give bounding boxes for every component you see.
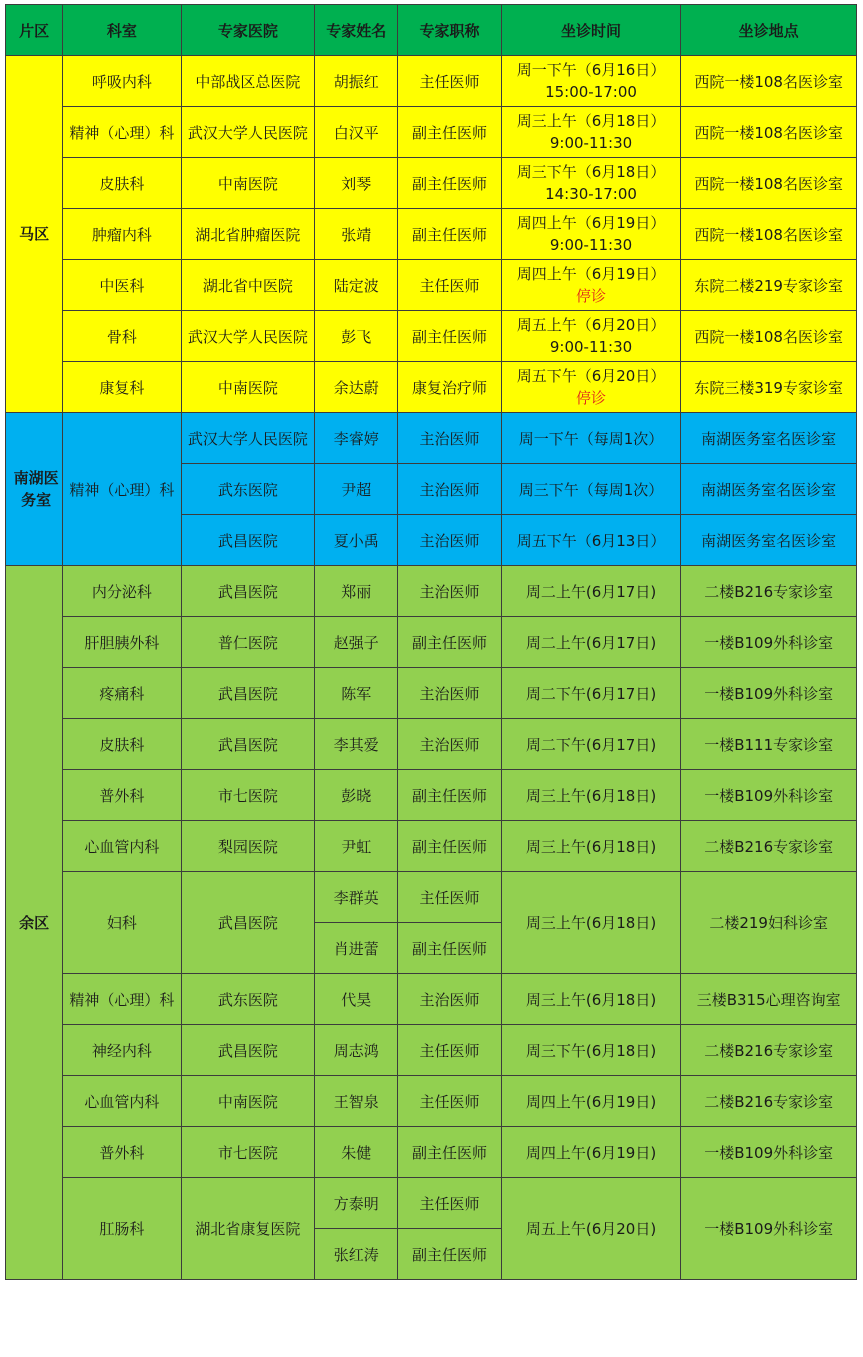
dept-cell: 内分泌科 bbox=[63, 566, 181, 617]
time-cell bbox=[501, 362, 681, 413]
location-cell: 南湖医务室名医诊室 bbox=[681, 464, 857, 515]
table-row bbox=[6, 617, 857, 668]
location-cell: 二楼B216专家诊室 bbox=[681, 1025, 857, 1076]
time-day: 周五上午（6月20日） bbox=[516, 316, 666, 334]
hospital-cell: 武东医院 bbox=[181, 974, 314, 1025]
hospital-cell: 市七医院 bbox=[181, 1127, 314, 1178]
time-day: 周五下午（6月20日） bbox=[516, 367, 666, 385]
time-range: 15:00-17:00 bbox=[545, 83, 637, 101]
doctor-name-cell: 白汉平 bbox=[315, 107, 398, 158]
header-cell: 专家姓名 bbox=[315, 5, 398, 56]
location-cell: 二楼B216专家诊室 bbox=[681, 821, 857, 872]
area-cell: 余区 bbox=[6, 566, 63, 1280]
table-row bbox=[6, 872, 857, 923]
time-cell bbox=[501, 56, 681, 107]
doctor-name-cell: 尹超 bbox=[315, 464, 398, 515]
doctor-name-cell: 李其爱 bbox=[315, 719, 398, 770]
doctor-title-cell: 主任医师 bbox=[398, 1025, 501, 1076]
hospital-cell: 武东医院 bbox=[181, 464, 314, 515]
hospital-cell: 湖北省肿瘤医院 bbox=[181, 209, 314, 260]
doctor-name-cell: 李睿婷 bbox=[315, 413, 398, 464]
table-row bbox=[6, 668, 857, 719]
doctor-name-cell: 方泰明 bbox=[315, 1178, 398, 1229]
doctor-name-cell: 张红涛 bbox=[315, 1229, 398, 1280]
doctor-name-cell: 胡振红 bbox=[315, 56, 398, 107]
doctor-title-cell: 副主任医师 bbox=[398, 770, 501, 821]
hospital-cell: 中南医院 bbox=[181, 1076, 314, 1127]
time-cell: 周二下午(6月17日) bbox=[501, 719, 681, 770]
doctor-title-cell: 康复治疗师 bbox=[398, 362, 501, 413]
doctor-name-cell: 彭飞 bbox=[315, 311, 398, 362]
time-day: 周一下午（6月16日） bbox=[516, 61, 666, 79]
time-cell: 周三上午(6月18日) bbox=[501, 821, 681, 872]
dept-cell: 肿瘤内科 bbox=[63, 209, 181, 260]
location-cell: 二楼219妇科诊室 bbox=[681, 872, 857, 974]
doctor-name-cell: 李群英 bbox=[315, 872, 398, 923]
dept-cell: 心血管内科 bbox=[63, 1076, 181, 1127]
location-cell: 一楼B111专家诊室 bbox=[681, 719, 857, 770]
time-cell: 周三下午(6月18日) bbox=[501, 1025, 681, 1076]
table-row bbox=[6, 1076, 857, 1127]
header-cell: 坐诊时间 bbox=[501, 5, 681, 56]
hospital-cell: 湖北省中医院 bbox=[181, 260, 314, 311]
doctor-title-cell: 主治医师 bbox=[398, 413, 501, 464]
time-day: 周四上午（6月19日） bbox=[516, 265, 666, 283]
time-cell: 周二上午(6月17日) bbox=[501, 617, 681, 668]
doctor-name-cell: 尹虹 bbox=[315, 821, 398, 872]
dept-cell: 普外科 bbox=[63, 770, 181, 821]
time-day: 周三下午（6月18日） bbox=[516, 163, 666, 181]
table-row bbox=[6, 770, 857, 821]
dept-cell: 骨科 bbox=[63, 311, 181, 362]
location-cell: 西院一楼108名医诊室 bbox=[681, 311, 857, 362]
hospital-cell: 武昌医院 bbox=[181, 515, 314, 566]
location-cell: 三楼B315心理咨询室 bbox=[681, 974, 857, 1025]
header-row bbox=[6, 5, 857, 56]
table-row bbox=[6, 209, 857, 260]
hospital-cell: 武昌医院 bbox=[181, 566, 314, 617]
table-row bbox=[6, 56, 857, 107]
table-row bbox=[6, 1127, 857, 1178]
table-row bbox=[6, 311, 857, 362]
hospital-cell: 武昌医院 bbox=[181, 872, 314, 974]
doctor-name-cell: 郑丽 bbox=[315, 566, 398, 617]
header-cell: 专家职称 bbox=[398, 5, 501, 56]
doctor-name-cell: 周志鸿 bbox=[315, 1025, 398, 1076]
table-row bbox=[6, 107, 857, 158]
dept-cell: 康复科 bbox=[63, 362, 181, 413]
location-cell: 一楼B109外科诊室 bbox=[681, 668, 857, 719]
location-cell: 南湖医务室名医诊室 bbox=[681, 515, 857, 566]
time-cell: 周三上午(6月18日) bbox=[501, 974, 681, 1025]
dept-cell: 精神（心理）科 bbox=[63, 974, 181, 1025]
hospital-cell: 普仁医院 bbox=[181, 617, 314, 668]
time-range: 9:00-11:30 bbox=[549, 338, 633, 356]
doctor-name-cell: 朱健 bbox=[315, 1127, 398, 1178]
doctor-title-cell: 主任医师 bbox=[398, 56, 501, 107]
doctor-title-cell: 副主任医师 bbox=[398, 107, 501, 158]
location-cell: 一楼B109外科诊室 bbox=[681, 617, 857, 668]
table-row bbox=[6, 821, 857, 872]
table-row bbox=[6, 1025, 857, 1076]
doctor-title-cell: 主任医师 bbox=[398, 872, 501, 923]
table-row bbox=[6, 413, 857, 464]
table-row bbox=[6, 362, 857, 413]
time-cell bbox=[501, 209, 681, 260]
table-row bbox=[6, 1178, 857, 1229]
dept-cell: 肝胆胰外科 bbox=[63, 617, 181, 668]
dept-cell: 呼吸内科 bbox=[63, 56, 181, 107]
location-cell: 一楼B109外科诊室 bbox=[681, 1127, 857, 1178]
location-cell: 西院一楼108名医诊室 bbox=[681, 158, 857, 209]
doctor-name-cell: 肖进蕾 bbox=[315, 923, 398, 974]
location-cell: 二楼B216专家诊室 bbox=[681, 566, 857, 617]
doctor-title-cell: 主任医师 bbox=[398, 260, 501, 311]
hospital-cell: 武昌医院 bbox=[181, 719, 314, 770]
location-cell: 西院一楼108名医诊室 bbox=[681, 56, 857, 107]
doctor-name-cell: 夏小禹 bbox=[315, 515, 398, 566]
doctor-name-cell: 彭晓 bbox=[315, 770, 398, 821]
stop-notice: 停诊 bbox=[576, 389, 607, 407]
doctor-title-cell: 副主任医师 bbox=[398, 311, 501, 362]
stop-notice: 停诊 bbox=[576, 287, 607, 305]
table-row bbox=[6, 566, 857, 617]
clinic-schedule-table bbox=[5, 4, 857, 1280]
location-cell: 一楼B109外科诊室 bbox=[681, 1178, 857, 1280]
doctor-name-cell: 赵强子 bbox=[315, 617, 398, 668]
hospital-cell: 梨园医院 bbox=[181, 821, 314, 872]
location-cell: 西院一楼108名医诊室 bbox=[681, 107, 857, 158]
hospital-cell: 湖北省康复医院 bbox=[181, 1178, 314, 1280]
area-cell: 南湖医务室 bbox=[6, 413, 63, 566]
doctor-title-cell: 副主任医师 bbox=[398, 158, 501, 209]
dept-cell: 皮肤科 bbox=[63, 158, 181, 209]
time-range: 14:30-17:00 bbox=[545, 185, 637, 203]
hospital-cell: 武汉大学人民医院 bbox=[181, 107, 314, 158]
hospital-cell: 中南医院 bbox=[181, 158, 314, 209]
doctor-name-cell: 陆定波 bbox=[315, 260, 398, 311]
dept-cell: 精神（心理）科 bbox=[63, 107, 181, 158]
hospital-cell: 武汉大学人民医院 bbox=[181, 413, 314, 464]
hospital-cell: 市七医院 bbox=[181, 770, 314, 821]
table-row bbox=[6, 260, 857, 311]
doctor-title-cell: 副主任医师 bbox=[398, 617, 501, 668]
dept-cell: 肛肠科 bbox=[63, 1178, 181, 1280]
doctor-title-cell: 副主任医师 bbox=[398, 923, 501, 974]
doctor-name-cell: 陈军 bbox=[315, 668, 398, 719]
dept-cell: 皮肤科 bbox=[63, 719, 181, 770]
doctor-title-cell: 主治医师 bbox=[398, 566, 501, 617]
doctor-name-cell: 刘琴 bbox=[315, 158, 398, 209]
time-day: 周三上午（6月18日） bbox=[516, 112, 666, 130]
time-range: 9:00-11:30 bbox=[549, 236, 633, 254]
doctor-title-cell: 主治医师 bbox=[398, 974, 501, 1025]
header-cell: 坐诊地点 bbox=[681, 5, 857, 56]
time-cell: 周四上午(6月19日) bbox=[501, 1076, 681, 1127]
hospital-cell: 武昌医院 bbox=[181, 668, 314, 719]
dept-cell: 神经内科 bbox=[63, 1025, 181, 1076]
hospital-cell: 武昌医院 bbox=[181, 1025, 314, 1076]
dept-cell: 普外科 bbox=[63, 1127, 181, 1178]
doctor-title-cell: 副主任医师 bbox=[398, 821, 501, 872]
hospital-cell: 中部战区总医院 bbox=[181, 56, 314, 107]
hospital-cell: 武汉大学人民医院 bbox=[181, 311, 314, 362]
time-cell bbox=[501, 311, 681, 362]
time-cell: 周一下午（每周1次） bbox=[501, 413, 681, 464]
doctor-name-cell: 王智泉 bbox=[315, 1076, 398, 1127]
doctor-title-cell: 主治医师 bbox=[398, 515, 501, 566]
doctor-name-cell: 代昊 bbox=[315, 974, 398, 1025]
time-cell bbox=[501, 107, 681, 158]
doctor-title-cell: 主治医师 bbox=[398, 719, 501, 770]
area-cell: 马区 bbox=[6, 56, 63, 413]
time-cell: 周五上午(6月20日) bbox=[501, 1178, 681, 1280]
doctor-name-cell: 张靖 bbox=[315, 209, 398, 260]
doctor-title-cell: 副主任医师 bbox=[398, 1127, 501, 1178]
time-cell: 周二上午(6月17日) bbox=[501, 566, 681, 617]
time-cell: 周四上午(6月19日) bbox=[501, 1127, 681, 1178]
time-cell: 周三下午（每周1次） bbox=[501, 464, 681, 515]
time-cell: 周二下午(6月17日) bbox=[501, 668, 681, 719]
time-cell bbox=[501, 158, 681, 209]
time-cell: 周三上午(6月18日) bbox=[501, 770, 681, 821]
location-cell: 东院三楼319专家诊室 bbox=[681, 362, 857, 413]
doctor-title-cell: 副主任医师 bbox=[398, 1229, 501, 1280]
location-cell: 南湖医务室名医诊室 bbox=[681, 413, 857, 464]
time-cell: 周五下午（6月13日） bbox=[501, 515, 681, 566]
header-cell: 片区 bbox=[6, 5, 63, 56]
table-row bbox=[6, 719, 857, 770]
table-row bbox=[6, 158, 857, 209]
header-cell: 专家医院 bbox=[181, 5, 314, 56]
schedule-body bbox=[6, 56, 857, 1280]
doctor-title-cell: 主任医师 bbox=[398, 1178, 501, 1229]
time-cell: 周三上午(6月18日) bbox=[501, 872, 681, 974]
doctor-name-cell: 余达蔚 bbox=[315, 362, 398, 413]
location-cell: 二楼B216专家诊室 bbox=[681, 1076, 857, 1127]
header-cell: 科室 bbox=[63, 5, 181, 56]
dept-cell: 妇科 bbox=[63, 872, 181, 974]
location-cell: 一楼B109外科诊室 bbox=[681, 770, 857, 821]
dept-cell: 精神（心理）科 bbox=[63, 413, 181, 566]
time-range: 9:00-11:30 bbox=[549, 134, 633, 152]
doctor-title-cell: 主治医师 bbox=[398, 668, 501, 719]
doctor-title-cell: 主任医师 bbox=[398, 1076, 501, 1127]
location-cell: 东院二楼219专家诊室 bbox=[681, 260, 857, 311]
dept-cell: 疼痛科 bbox=[63, 668, 181, 719]
time-day: 周四上午（6月19日） bbox=[516, 214, 666, 232]
doctor-title-cell: 副主任医师 bbox=[398, 209, 501, 260]
location-cell: 西院一楼108名医诊室 bbox=[681, 209, 857, 260]
time-cell bbox=[501, 260, 681, 311]
dept-cell: 心血管内科 bbox=[63, 821, 181, 872]
doctor-title-cell: 主治医师 bbox=[398, 464, 501, 515]
dept-cell: 中医科 bbox=[63, 260, 181, 311]
table-row bbox=[6, 974, 857, 1025]
hospital-cell: 中南医院 bbox=[181, 362, 314, 413]
